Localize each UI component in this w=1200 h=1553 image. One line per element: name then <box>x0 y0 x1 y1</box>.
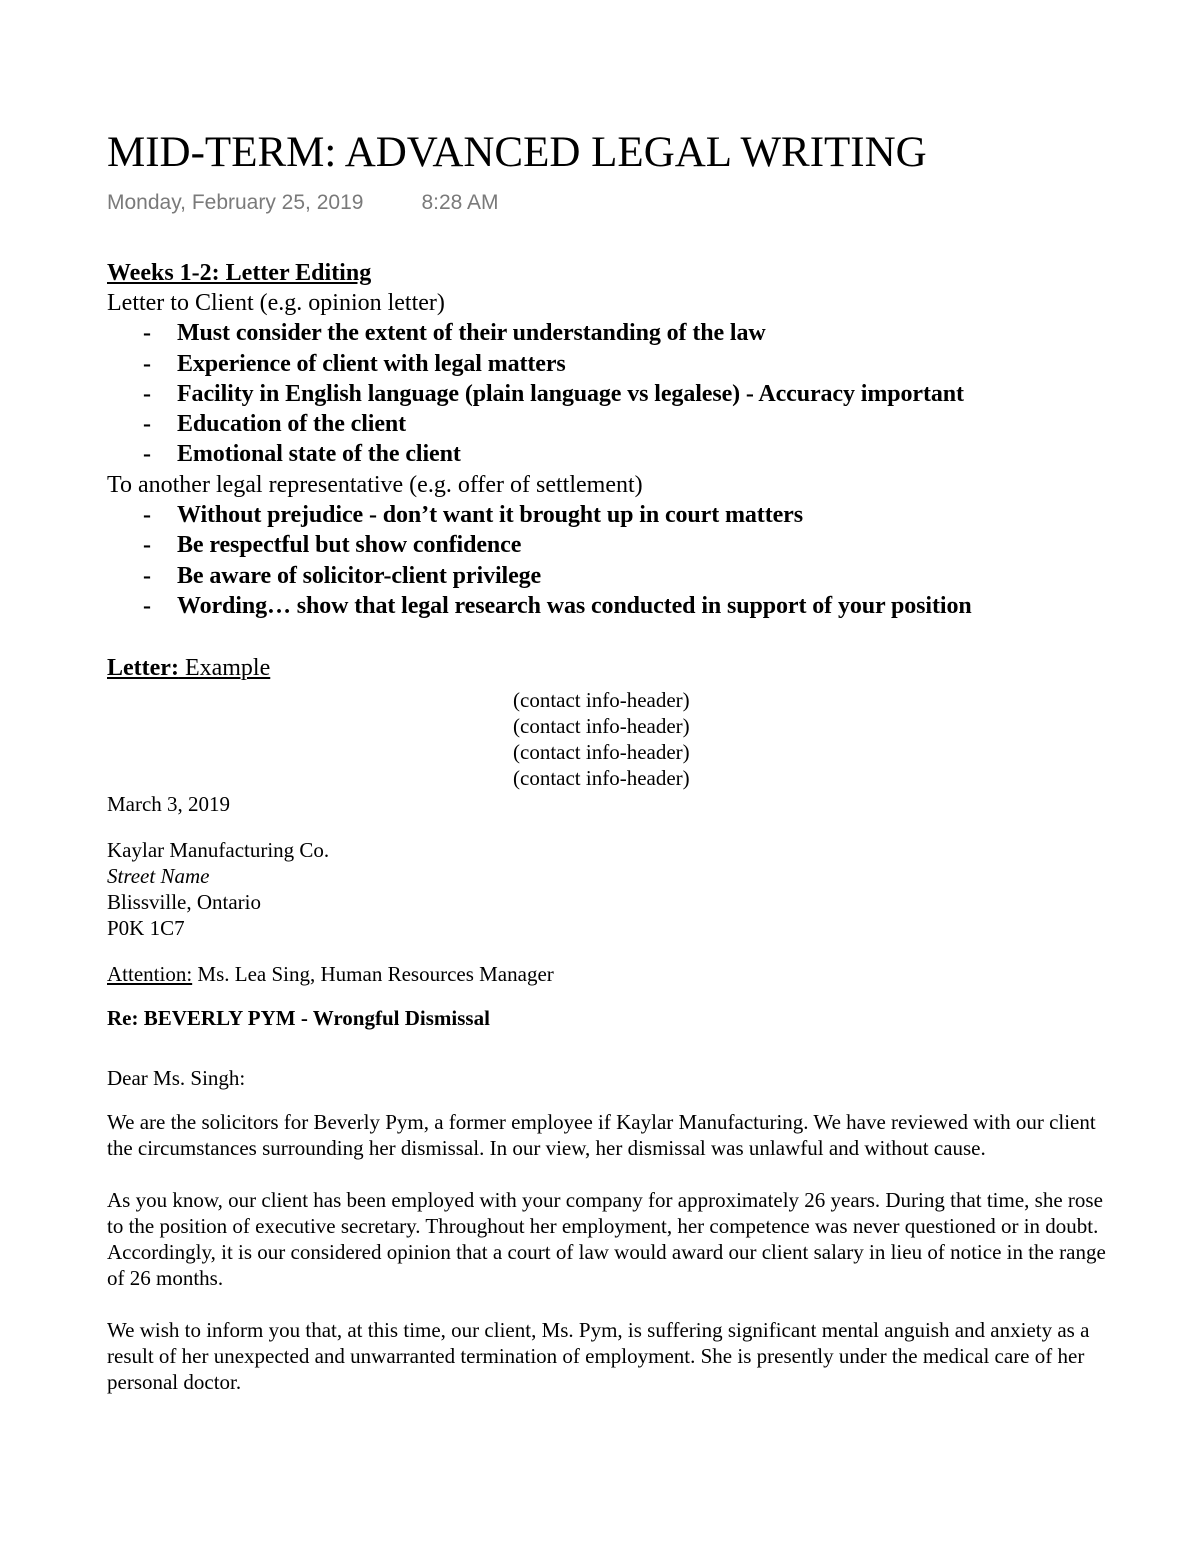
list-item: - Be respectful but show confidence <box>177 530 1117 560</box>
contact-header <box>107 687 1117 791</box>
letter-paragraph: As you know, our client has been employed with your company for approximately 26 years. During that time, she rose to the position of executive secretary. Throughout her employment, her competence was never questioned or in doubt. Accordingly, it is our considered opinion that a court of law would award our client salary in lieu of notice in the range of 26 months. <box>107 1188 1106 1291</box>
attention-line <box>107 961 1117 987</box>
list-item: - Wording… show that legal research was conducted in support of your position <box>177 591 1117 621</box>
letter-paragraph: We wish to inform you that, at this time, our client, Ms. Pym, is suffering significant mental anguish and anxiety as a result of her unexpected and unwarranted termination of employment. She is presently under the medical care of her personal doctor. <box>107 1318 1090 1395</box>
address-street: Street Name <box>107 864 210 889</box>
list-item: - Facility in English language (plain language vs legalese) - Accuracy important <box>177 379 1117 409</box>
list-item: - Emotional state of the client <box>177 439 1117 469</box>
list-item: - Education of the client <box>177 409 1117 439</box>
address-company: Kaylar Manufacturing Co. <box>107 838 330 863</box>
attention-text: Ms. Lea Sing, Human Resources Manager <box>192 962 554 987</box>
contact-line: (contact info-header) <box>513 766 690 791</box>
rep-intro: To another legal representative (e.g. offer of settlement) <box>107 471 643 498</box>
list-item: - Experience of client with legal matters <box>177 349 1117 379</box>
contact-line: (contact info-header) <box>513 688 690 713</box>
re-line: Re: BEVERLY PYM - Wrongful Dismissal <box>107 1006 490 1031</box>
page-meta <box>107 188 1117 218</box>
client-considerations-list <box>107 318 1117 469</box>
contact-line: (contact info-header) <box>513 740 690 765</box>
list-item: - Must consider the extent of their understanding of the law <box>177 318 1117 348</box>
example-letter <box>107 687 1117 1395</box>
letter-date: March 3, 2019 <box>107 792 231 817</box>
list-item: - Be aware of solicitor-client privilege <box>177 561 1117 591</box>
meta-time: 8:28 AM <box>421 191 499 214</box>
recipient-address <box>107 837 1117 941</box>
rep-considerations-list <box>107 500 1117 621</box>
document-page <box>107 128 1117 1395</box>
example-label: Letter: <box>107 655 179 682</box>
meta-date: Monday, February 25, 2019 <box>107 191 364 214</box>
address-postal: P0K 1C7 <box>107 916 185 941</box>
page-title: MID-TERM: ADVANCED LEGAL WRITING <box>107 129 927 176</box>
attention-label: Attention: <box>107 962 193 987</box>
salutation: Dear Ms. Singh: <box>107 1066 246 1091</box>
section-heading-letter-editing: Weeks 1-2: Letter Editing <box>107 260 372 286</box>
client-intro: Letter to Client (e.g. opinion letter) <box>107 290 445 316</box>
address-city: Blissville, Ontario <box>107 890 261 915</box>
list-item: - Without prejudice - don’t want it brought up in court matters <box>177 500 1117 530</box>
example-label-rest: Example <box>178 655 271 682</box>
contact-line: (contact info-header) <box>513 714 690 739</box>
section-heading-letter-example <box>107 653 1117 683</box>
letter-paragraph: We are the solicitors for Beverly Pym, a former employee if Kaylar Manufacturing. We have reviewed with our client the circumstances surrounding her dismissal. In our view, her dismissal was unlawful and without cause. <box>107 1110 1096 1161</box>
